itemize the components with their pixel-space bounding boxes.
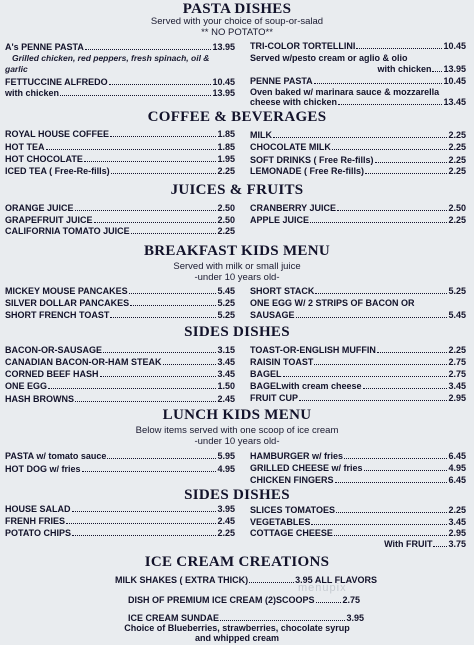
item-price: 6.45	[448, 451, 466, 461]
leader-dots	[109, 84, 212, 85]
leader-dots	[130, 305, 216, 306]
item-name: MILK	[250, 130, 272, 140]
item-name: TOAST-OR-ENGLISH MUFFIN	[250, 345, 376, 355]
leader-dots	[311, 524, 447, 525]
leader-dots	[249, 582, 294, 583]
breakfast-subtitle: Served with milk or small juice	[173, 261, 301, 272]
leader-dots	[75, 210, 217, 211]
menu-item-penne-baked-chicken	[250, 97, 466, 107]
item-price: 2.75	[448, 357, 466, 367]
leader-dots	[107, 458, 216, 459]
item-price: 3.45	[448, 517, 466, 527]
item-name: With FRUIT	[384, 539, 433, 549]
item-name: BACON-OR-SAUSAGE	[5, 345, 103, 355]
item-price: 2.25	[448, 345, 466, 355]
item-price: 10.45	[212, 77, 235, 87]
item-price: 1.95	[217, 154, 235, 164]
leader-dots	[365, 173, 447, 174]
leader-dots	[336, 512, 447, 513]
item-name: FETTUCCINE ALFREDO	[5, 77, 108, 87]
item-name: HAMBURGER w/ fries	[250, 451, 344, 461]
leader-dots	[363, 388, 448, 389]
item-name: SHORT STACK	[250, 286, 315, 296]
item-name: CHICKEN FINGERS	[250, 475, 334, 485]
menu-item	[250, 215, 466, 225]
menu-item-sundae	[128, 613, 364, 623]
menu-item	[5, 203, 235, 213]
leader-dots	[66, 523, 216, 524]
item-price: 2.25	[448, 130, 466, 140]
menu-item	[5, 394, 235, 404]
penne-description: Grilled chicken, red peppers, fresh spinach, oil &	[12, 53, 210, 63]
menu-item	[5, 451, 235, 461]
item-name: PASTA w/ tomato sauce	[5, 451, 107, 461]
leader-dots	[310, 222, 447, 223]
menu-item	[5, 345, 235, 355]
item-price: 5.95	[217, 451, 235, 461]
sides-title: SIDES DISHES	[184, 324, 290, 340]
item-price: 2.50	[448, 203, 466, 213]
item-name: SLICES TOMATOES	[250, 505, 336, 515]
item-price: 6.45	[448, 475, 466, 485]
item-name: ORANGE JUICE	[5, 203, 74, 213]
item-price: 3.95	[217, 504, 235, 514]
lunch-subtitle: Below items served with one scoop of ice cream	[135, 425, 339, 436]
item-name: HASH BROWNS	[5, 394, 74, 404]
leader-dots	[314, 364, 447, 365]
item-name: APPLE JUICE	[250, 215, 310, 225]
item-price: 2.25	[448, 505, 466, 515]
item-name: HOUSE SALAD	[5, 504, 71, 514]
leader-dots	[335, 482, 448, 483]
leader-dots	[334, 535, 448, 536]
item-name: FRENH FRIES	[5, 516, 66, 526]
item-price: 5.45	[448, 310, 466, 320]
item-name: with chicken	[5, 88, 60, 98]
menu-item	[250, 451, 466, 461]
leader-dots	[315, 293, 447, 294]
leader-dots	[72, 511, 217, 512]
leader-dots	[163, 364, 217, 365]
item-name: cheese with chicken	[250, 97, 338, 107]
menu-item-penne-baked	[250, 76, 466, 86]
lunch-title: LUNCH KIDS MENU	[162, 407, 312, 423]
leader-dots	[332, 149, 448, 150]
penne-baked-description: Oven baked w/ marinara sauce & mozzarella	[250, 87, 440, 97]
item-price: 3.45	[448, 381, 466, 391]
menu-item	[250, 381, 466, 391]
item-name: HOT DOG w/ fries	[5, 464, 81, 474]
item-price: 2.25	[217, 226, 235, 236]
lunch-age: -under 10 years old-	[194, 436, 280, 447]
menu-item	[250, 505, 466, 515]
menu-item	[250, 357, 466, 367]
item-name: ONE EGG	[5, 381, 48, 391]
penne-description-cont: garlic	[5, 64, 28, 74]
item-name: SOFT DRINKS ( Free Re-fills)	[250, 155, 374, 165]
leader-dots	[85, 49, 212, 50]
coffee-title: COFFEE & BEVERAGES	[147, 109, 327, 125]
leader-dots	[314, 83, 443, 84]
item-name: SILVER DOLLAR PANCAKES	[5, 298, 130, 308]
menu-item	[250, 130, 466, 140]
egg-bacon-item: ONE EGG W/ 2 STRIPS OF BACON OR	[250, 298, 415, 308]
item-name: CRANBERRY JUICE	[250, 203, 337, 213]
item-price: 2.50	[217, 203, 235, 213]
item-price: 3.95 ALL FLAVORS	[295, 575, 377, 585]
item-price: 2.95	[448, 393, 466, 403]
menu-item-dish	[128, 595, 360, 605]
sides2-title: SIDES DISHES	[184, 487, 290, 503]
menu-item-tortellini-chicken	[250, 64, 466, 74]
leader-dots	[375, 162, 448, 163]
leader-dots	[72, 535, 216, 536]
menu-item	[250, 369, 466, 379]
item-name: SAUSAGE	[250, 310, 295, 320]
leader-dots	[129, 293, 217, 294]
item-name: POTATO CHIPS	[5, 528, 72, 538]
menu-item	[250, 528, 466, 538]
menu-item	[5, 516, 235, 526]
menu-item	[250, 203, 466, 213]
leader-dots	[220, 620, 345, 621]
menu-item-egg-sausage	[250, 310, 466, 320]
item-name: A's PENNE PASTA	[5, 42, 84, 52]
menu-item	[5, 298, 235, 308]
item-price: 1.85	[217, 129, 235, 139]
pasta-title: PASTA DISHES	[182, 1, 292, 17]
leader-dots	[433, 546, 447, 547]
menu-item-fettuccine	[5, 77, 235, 87]
menu-item	[5, 286, 235, 296]
item-name: LEMONADE ( Free Re-fills)	[250, 166, 365, 176]
item-name: CHOCOLATE MILK	[250, 142, 331, 152]
menu-item	[5, 369, 235, 379]
item-name: CANADIAN BACON-OR-HAM STEAK	[5, 357, 162, 367]
item-price: 2.45	[217, 394, 235, 404]
watermark-logo: menupix	[298, 582, 347, 594]
menu-item	[250, 155, 466, 165]
leader-dots	[48, 388, 216, 389]
menu-item	[5, 129, 235, 139]
item-price: 13.95	[443, 64, 466, 74]
item-name: TRI-COLOR TORTELLINI	[250, 41, 356, 51]
menu-item	[5, 357, 235, 367]
item-price: 13.95	[212, 88, 235, 98]
menu-item	[5, 464, 235, 474]
menu-item-short-stack	[250, 286, 466, 296]
menu-item	[5, 215, 235, 225]
item-price: 2.25	[448, 155, 466, 165]
item-price: 2.25	[217, 166, 235, 176]
item-name: with chicken	[377, 64, 432, 74]
item-price: 3.75	[448, 539, 466, 549]
item-price: 5.25	[448, 286, 466, 296]
menu-item	[5, 310, 235, 320]
menu-item-with-fruit	[250, 539, 466, 549]
leader-dots	[60, 95, 211, 96]
menu-item	[5, 142, 235, 152]
item-price: 4.95	[217, 464, 235, 474]
leader-dots	[103, 352, 216, 353]
item-name: FRUIT CUP	[250, 393, 298, 403]
menu-item	[250, 345, 466, 355]
item-price: 2.25	[217, 528, 235, 538]
leader-dots	[94, 222, 217, 223]
menu-item	[250, 517, 466, 527]
item-price: 2.25	[448, 215, 466, 225]
item-price: 3.15	[217, 345, 235, 355]
icecream-title: ICE CREAM CREATIONS	[144, 554, 330, 570]
item-price: 2.75	[342, 595, 360, 605]
leader-dots	[299, 400, 447, 401]
item-price: 2.95	[448, 528, 466, 538]
item-name: BAGEL	[250, 369, 282, 379]
item-price: 10.45	[443, 76, 466, 86]
breakfast-age: -under 10 years old-	[194, 272, 280, 283]
leader-dots	[111, 173, 217, 174]
item-name: MILK SHAKES ( EXTRA THICK)	[115, 575, 249, 585]
item-name: PENNE PASTA	[250, 76, 313, 86]
sundae-description: Choice of Blueberries, strawberries, chocolate syrup	[124, 623, 350, 633]
item-name: RAISIN TOAST	[250, 357, 314, 367]
item-price: 13.45	[443, 97, 466, 107]
item-name: VEGETABLES	[250, 517, 311, 527]
juices-title: JUICES & FRUITS	[170, 182, 304, 198]
menu-item	[250, 166, 466, 176]
item-price: 10.45	[443, 41, 466, 51]
item-price: 2.25	[448, 142, 466, 152]
menu-item	[5, 528, 235, 538]
item-name: GRILLED CHEESE w/ fries	[250, 463, 363, 473]
item-price: 2.50	[217, 215, 235, 225]
item-price: 13.95	[212, 42, 235, 52]
leader-dots	[283, 376, 448, 377]
leader-dots	[432, 71, 442, 72]
item-price: 5.25	[217, 310, 235, 320]
item-price: 5.45	[217, 286, 235, 296]
item-name: BAGELwith cream cheese	[250, 381, 362, 391]
leader-dots	[364, 470, 448, 471]
item-price: 3.45	[217, 357, 235, 367]
item-price: 1.85	[217, 142, 235, 152]
menu-item	[5, 504, 235, 514]
item-name: MICKEY MOUSE PANCAKES	[5, 286, 128, 296]
item-name: ICED TEA ( Free-Re-fills)	[5, 166, 110, 176]
menu-item-penne	[5, 42, 235, 52]
item-price: 2.75	[448, 369, 466, 379]
leader-dots	[296, 317, 448, 318]
item-name: HOT CHOCOLATE	[5, 154, 83, 164]
menu-item	[250, 475, 466, 485]
menu-item	[5, 226, 235, 236]
sundae-description-cont: and whipped cream	[194, 633, 280, 643]
item-price: 1.50	[217, 381, 235, 391]
item-name: ICE CREAM SUNDAE	[128, 613, 220, 623]
item-name: ROYAL HOUSE COFFEE	[5, 129, 110, 139]
leader-dots	[338, 104, 442, 105]
item-name: CORNED BEEF HASH	[5, 369, 99, 379]
menu-item	[250, 142, 466, 152]
item-name: DISH OF PREMIUM ICE CREAM (2)SCOOPS	[128, 595, 315, 605]
leader-dots	[75, 401, 216, 402]
menu-item	[5, 166, 235, 176]
item-price: 3.45	[217, 369, 235, 379]
leader-dots	[110, 136, 216, 137]
pasta-subtitle: Served with your choice of soup-or-salad	[150, 16, 324, 27]
item-name: SHORT FRENCH TOAST	[5, 310, 110, 320]
leader-dots	[46, 149, 217, 150]
breakfast-title: BREAKFAST KIDS MENU	[143, 243, 330, 259]
leader-dots	[377, 352, 448, 353]
item-name: COTTAGE CHEESE	[250, 528, 333, 538]
menu-item	[5, 154, 235, 164]
menu-item-tortellini	[250, 41, 466, 51]
item-price: 2.45	[217, 516, 235, 526]
menu-item	[250, 393, 466, 403]
pasta-no-potato: ** NO POTATO**	[201, 27, 273, 38]
item-name: GRAPEFRUIT JUICE	[5, 215, 93, 225]
leader-dots	[344, 458, 447, 459]
menu-item-fettuccine-chicken	[5, 88, 235, 98]
leader-dots	[337, 210, 447, 211]
menu-item	[5, 381, 235, 391]
leader-dots	[356, 48, 442, 49]
menu-item-milkshakes	[115, 575, 377, 585]
leader-dots	[82, 471, 217, 472]
tortellini-description: Served w/pesto cream or aglio & olio	[250, 53, 408, 63]
item-price: 3.95	[346, 613, 364, 623]
item-name: CALIFORNIA TOMATO JUICE	[5, 226, 130, 236]
menu-item	[250, 463, 466, 473]
item-price: 4.95	[448, 463, 466, 473]
leader-dots	[131, 233, 217, 234]
leader-dots	[273, 137, 447, 138]
leader-dots	[100, 376, 217, 377]
item-price: 2.25	[448, 166, 466, 176]
leader-dots	[84, 161, 217, 162]
item-price: 5.25	[217, 298, 235, 308]
item-name: HOT TEA	[5, 142, 45, 152]
leader-dots	[316, 602, 342, 603]
leader-dots	[110, 317, 216, 318]
